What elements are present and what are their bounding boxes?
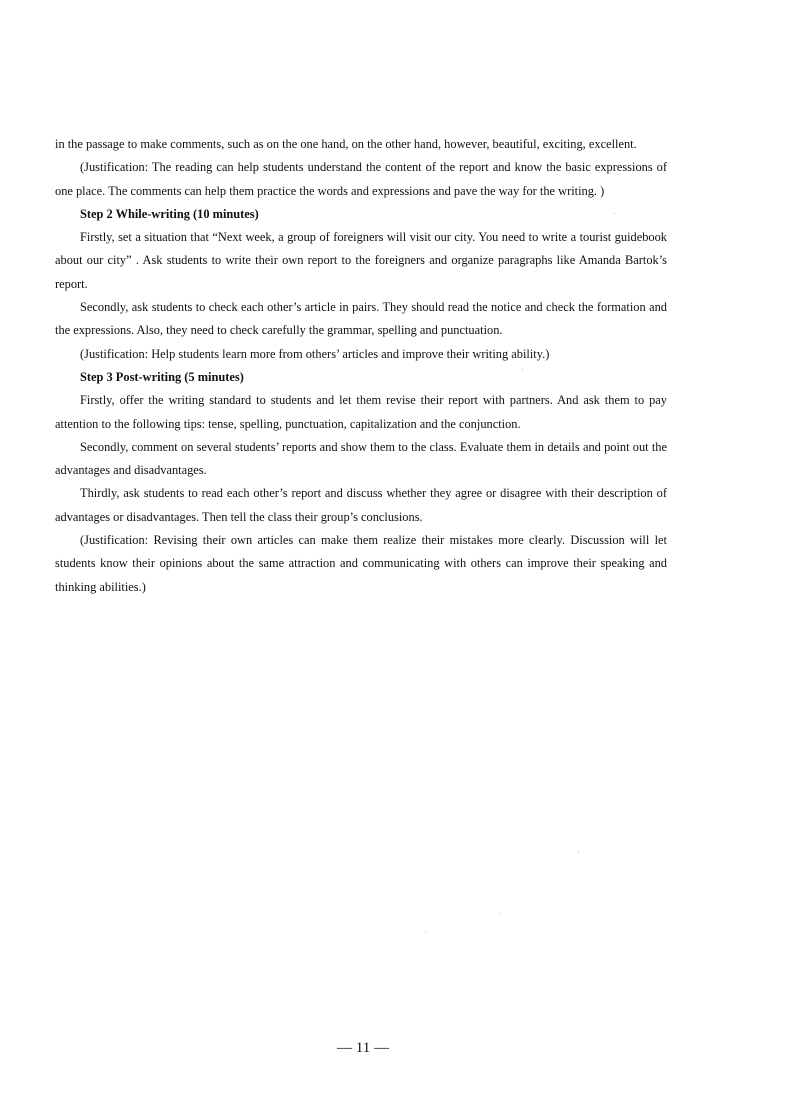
scan-speck (522, 369, 523, 370)
paragraph-justification-writing: (Justification: Help students learn more from others’ articles and improve their writing ability.) (80, 346, 550, 361)
scan-speck (425, 931, 426, 932)
paragraph-continuation: in the passage to make comments, such as on the one hand, on the other hand, however, beautiful, exciting, excellent. (55, 137, 637, 151)
paragraph-firstly-situation: Firstly, set a situation that “Next week, a group of foreigners will visit our city. You need to write a tourist guidebook about our city” . Ask students to write their own report to the foreigners and organize paragraphs like Amanda Bartok’s report. (55, 230, 667, 291)
document-body (55, 133, 667, 599)
page-number: — 11 — (337, 1040, 389, 1056)
heading-step-3-post-writing: Step 3 Post-writing (5 minutes) (80, 369, 244, 384)
paragraph-firstly-standard: Firstly, offer the writing standard to students and let them revise their report with partners. And ask them to pay attention to the following tips: tense, spelling, punctuation, capitalization and the conjunction. (55, 393, 667, 431)
paragraph-justification-reading: (Justification: The reading can help students understand the content of the report and know the basic expressions of one place. The comments can help them practice the words and expressions and pave the way for the writing. ) (55, 160, 667, 198)
paragraph-secondly-check-pairs: Secondly, ask students to check each other’s article in pairs. They should read the notice and check the formation and the expressions. Also, they need to check carefully the grammar, spelling and punctuation. (55, 300, 667, 338)
heading-step-2-while-writing: Step 2 While-writing (10 minutes) (80, 206, 259, 221)
paragraph-secondly-comment: Secondly, comment on several students’ reports and show them to the class. Evaluate them in details and point out the advantages and disadvantages. (55, 439, 667, 478)
scan-speck (614, 213, 615, 214)
paragraph-justification-revising: (Justification: Revising their own articles can make them realize their mistakes more clearly. Discussion will let students know their opinions about the same attraction and communicating with others can improve their speaking and thinking abilities.) (55, 533, 667, 594)
paragraph-thirdly-discuss: Thirdly, ask students to read each other’s report and discuss whether they agree or disagree with their description of advantages or disadvantages. Then tell the class their group’s conclusions. (55, 486, 667, 524)
scan-speck (499, 913, 500, 914)
scan-speck (578, 852, 579, 853)
